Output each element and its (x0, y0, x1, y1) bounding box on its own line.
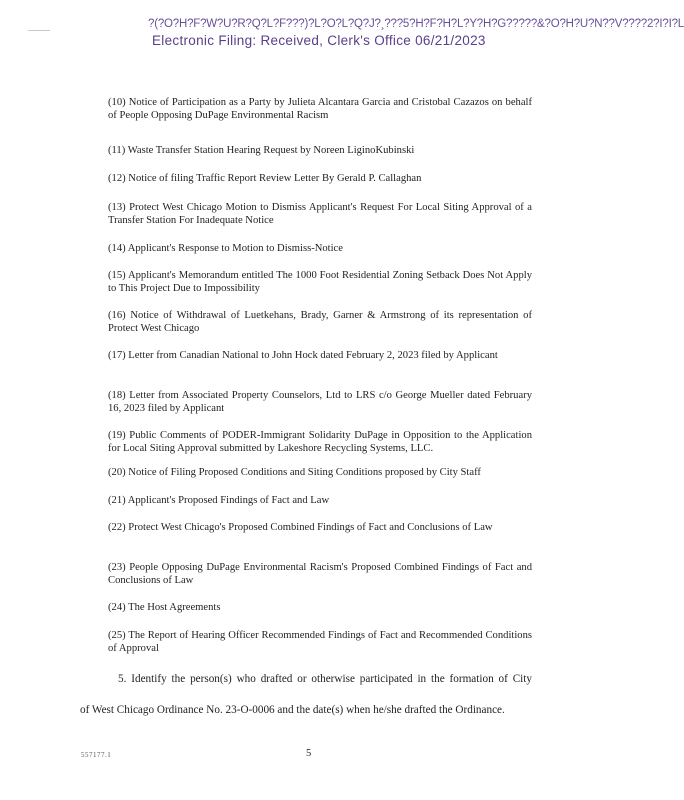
list-item: (15) Applicant's Memorandum entitled The 1000 Foot Residential Zoning Setback Does Not Apply to This Project Due to Impossibility (108, 270, 532, 295)
list-item: (19) Public Comments of PODER-Immigrant Solidarity DuPage in Opposition to the Application for Local Siting Approval submitted by Lakeshore Recycling Systems, LLC. (108, 430, 532, 455)
list-item: (13) Protect West Chicago Motion to Dismiss Applicant's Request For Local Siting Approval of a Transfer Station For Inadequate Notice (108, 202, 532, 227)
document-id: 557177.1 (81, 751, 112, 759)
page-number: 5 (306, 748, 312, 759)
list-item: (10) Notice of Participation as a Party by Julieta Alcantara Garcia and Cristobal Cazazos on behalf of People Opposing DuPage Environmental Racism (108, 97, 532, 122)
list-item: (24) The Host Agreements (108, 602, 221, 613)
filing-stamp: Electronic Filing: Received, Clerk's Office 06/21/2023 (152, 33, 486, 48)
list-item: (22) Protect West Chicago's Proposed Combined Findings of Fact and Conclusions of Law (108, 522, 493, 533)
list-item: (20) Notice of Filing Proposed Conditions and Siting Conditions proposed by City Staff (108, 467, 481, 478)
list-item: (21) Applicant's Proposed Findings of Fact and Law (108, 495, 330, 506)
scan-mark (28, 30, 50, 31)
list-item: (12) Notice of filing Traffic Report Review Letter By Gerald P. Callaghan (108, 173, 422, 184)
list-item: (17) Letter from Canadian National to John Hock dated February 2, 2023 filed by Applicant (108, 350, 498, 361)
list-item: (11) Waste Transfer Station Hearing Request by Noreen LiginoKubinski (108, 145, 415, 156)
interrogatory-line: 5. Identify the person(s) who drafted or otherwise participated in the formation of City (118, 673, 532, 685)
filing-stamp-code: ?(?O?H?F?W?U?R?Q?L?F???)?L?O?L?Q?J?¸???5?H?F?H?L?Y?H?G?????&?O?H?U?N??V????2?I?I?L (148, 18, 684, 30)
list-item: (25) The Report of Hearing Officer Recommended Findings of Fact and Recommended Conditions of Approval (108, 630, 532, 655)
list-item: (18) Letter from Associated Property Counselors, Ltd to LRS c/o George Mueller dated February 16, 2023 filed by Applicant (108, 390, 532, 415)
interrogatory-line: of West Chicago Ordinance No. 23-O-0006 and the date(s) when he/she drafted the Ordinance. (80, 704, 505, 716)
list-item: (14) Applicant's Response to Motion to Dismiss-Notice (108, 243, 343, 254)
list-item: (23) People Opposing DuPage Environmental Racism's Proposed Combined Findings of Fact and Conclusions of Law (108, 562, 532, 587)
list-item: (16) Notice of Withdrawal of Luetkehans, Brady, Garner & Armstrong of its representation of Protect West Chicago (108, 310, 532, 335)
interrogatory-5 (80, 664, 532, 726)
